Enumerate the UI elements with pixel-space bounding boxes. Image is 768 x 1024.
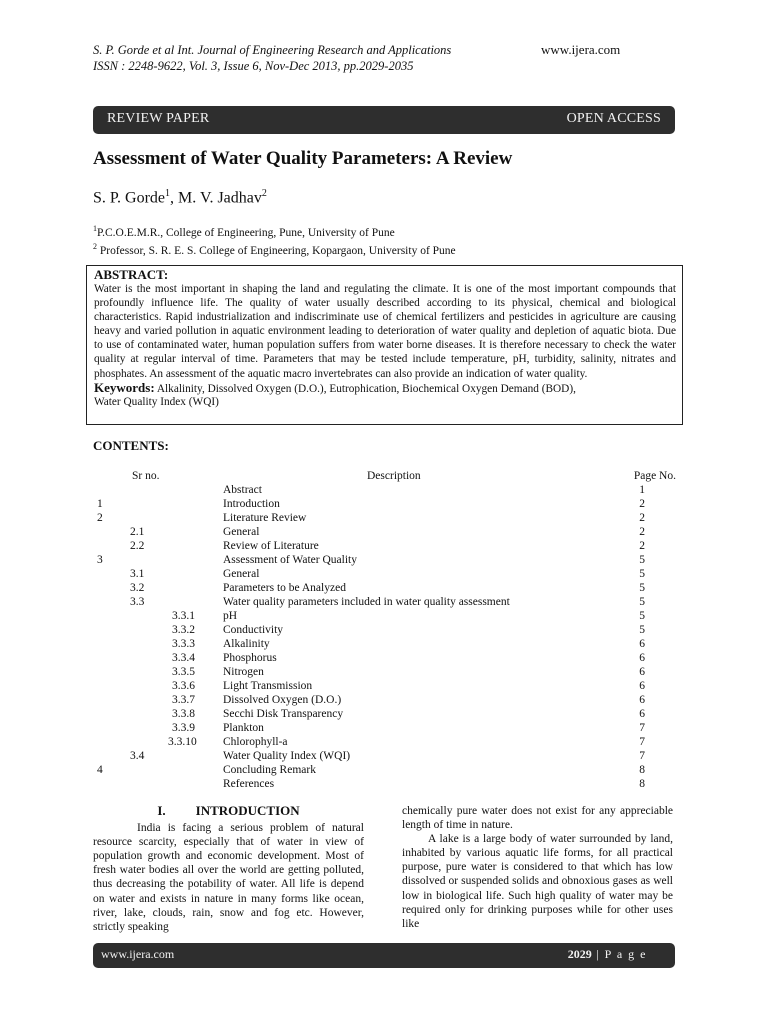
toc-page-number: 7 [639, 750, 645, 762]
toc-section-number: 3.3.10 [168, 736, 197, 748]
toc-row [93, 581, 676, 595]
toc-description: General [223, 568, 260, 580]
toc-page-number: 6 [639, 638, 645, 650]
toc-row [93, 651, 676, 665]
toc-description: Nitrogen [223, 666, 264, 678]
toc-section-number: 4 [97, 764, 103, 776]
toc-row [93, 497, 676, 511]
toc-description: Abstract [223, 484, 262, 496]
toc-row [93, 721, 676, 735]
author-name: M. V. Jadhav [178, 189, 262, 207]
toc-section-number: 3.3.5 [172, 666, 195, 678]
keywords: Keywords: Alkalinity, Dissolved Oxygen (D.O.), Eutrophication, Biochemical Oxygen Demand (BOD), Water Quality Index (WQI) [94, 379, 576, 409]
toc-section-number: 3 [97, 554, 103, 566]
section-heading: I. INTRODUCTION [157, 803, 300, 818]
affiliations [93, 222, 456, 259]
toc-row [93, 483, 676, 497]
toc-header-row [93, 469, 676, 483]
toc-row [93, 553, 676, 567]
toc-row [93, 539, 676, 553]
toc-description: pH [223, 610, 238, 622]
toc-page-number: 2 [639, 498, 645, 510]
toc-description: Water Quality Index (WQI) [223, 750, 351, 762]
toc-description: Light Transmission [223, 680, 313, 692]
toc-page-number: 5 [639, 554, 645, 566]
running-header [93, 42, 683, 74]
toc-page-number: 8 [639, 778, 645, 790]
affiliation-line: $^2$ Professor, S. R. E. S. College of Engineering, Kopargaon, University of Pune [93, 242, 456, 258]
toc-row [93, 665, 676, 679]
toc-section-number: 3.3.4 [172, 652, 195, 664]
toc-page-number: 7 [639, 722, 645, 734]
toc-section-number: 3.3.3 [172, 638, 195, 650]
toc-page-number: 6 [639, 694, 645, 706]
abstract-text: Water is the most important in shaping the land and regulating the climate. It is one of the most important compounds that profoundly influence life. The quality of water usually described according to its physical, chemical and biological characteristics. Rapid industrialization and indiscriminate use of chemical fertilizers and pesticides in agriculture are causing heavy and varied pollution in aquatic environment leading to deterioration of water quality and depletion of aquatic biota. Due to use of contaminated water, human population suffers from water borne diseases. It is therefore necessary to check the water quality at regular interval of time. Parameters that may be tested include temperature, pH, turbidity, salinity, nitrates and phosphates. An assessment of the aquatic macro invertebrates can also provide an indication of water quality. [94, 283, 676, 380]
table-of-contents [93, 469, 676, 791]
toc-section-number: 3.2 [130, 582, 145, 594]
body-column-right [402, 804, 673, 931]
toc-section-number: 2.1 [130, 526, 145, 538]
contents-heading: CONTENTS: [93, 438, 169, 453]
toc-description: References [223, 778, 275, 790]
author-affiliation-mark: 2 [261, 188, 267, 199]
journal-website-link[interactable]: www.ijera.com [541, 42, 621, 57]
toc-column-sr: Sr no. [132, 470, 160, 482]
toc-section-number: 3.3.7 [172, 694, 195, 706]
toc-description: Introduction [223, 498, 280, 510]
toc-page-number: 2 [639, 512, 645, 524]
toc-description: Alkalinity [223, 638, 270, 650]
toc-description: Literature Review [223, 512, 307, 524]
toc-row [93, 595, 676, 609]
toc-page-number: 5 [639, 568, 645, 580]
page-footer [93, 943, 675, 968]
body-paragraph: chemically pure water does not exist for any appreciable length of time in nature. [402, 805, 673, 832]
toc-row [93, 763, 676, 777]
author-name: S. P. Gorde [93, 189, 166, 207]
toc-description: Phosphorus [223, 652, 277, 664]
toc-page-number: 8 [639, 764, 645, 776]
toc-page-number: 5 [639, 582, 645, 594]
toc-section-number: 2.2 [130, 540, 145, 552]
toc-row [93, 511, 676, 525]
footer-website-link[interactable]: www.ijera.com [101, 947, 175, 961]
toc-row [93, 567, 676, 581]
toc-row [93, 777, 676, 791]
toc-page-number: 2 [639, 540, 645, 552]
keywords-label: Keywords: [94, 379, 155, 395]
toc-row [93, 693, 676, 707]
abstract-heading: ABSTRACT: [94, 267, 169, 282]
toc-description: Conductivity [223, 624, 284, 636]
toc-section-number: 3.3 [130, 596, 145, 608]
toc-row [93, 609, 676, 623]
abstract-box [86, 265, 683, 425]
toc-row [93, 735, 676, 749]
toc-page-number: 2 [639, 526, 645, 538]
toc-section-number: 3.3.9 [172, 722, 195, 734]
toc-page-number: 6 [639, 666, 645, 678]
toc-page-number: 6 [639, 708, 645, 720]
toc-section-number: 3.3.6 [172, 680, 195, 692]
toc-description: Review of Literature [223, 540, 319, 552]
toc-row [93, 679, 676, 693]
open-access-label: OPEN ACCESS [566, 111, 661, 126]
toc-page-number: 7 [639, 736, 645, 748]
toc-row [93, 707, 676, 721]
affiliation-line: $^1$P.C.O.E.M.R., College of Engineering, Pune, University of Pune [93, 224, 395, 239]
toc-page-number: 1 [639, 484, 645, 496]
toc-row [93, 623, 676, 637]
toc-section-number: 2 [97, 512, 103, 524]
toc-description: Parameters to be Analyzed [223, 582, 346, 594]
toc-row [93, 637, 676, 651]
toc-row [93, 749, 676, 763]
toc-section-number: 3.4 [130, 750, 145, 762]
toc-section-number: 3.1 [130, 568, 145, 580]
toc-section-number: 1 [97, 498, 103, 510]
toc-section-number: 3.3.8 [172, 708, 195, 720]
paper-type-banner [93, 106, 675, 134]
toc-description: Secchi Disk Transparency [223, 708, 344, 720]
toc-page-number: 6 [639, 652, 645, 664]
toc-page-number: 6 [639, 680, 645, 692]
review-paper-label: REVIEW PAPER [107, 111, 210, 126]
paper-title: Assessment of Water Quality Parameters: A Review [93, 148, 513, 169]
toc-page-number: 5 [639, 610, 645, 622]
issn-line: ISSN : 2248-9622, Vol. 3, Issue 6, Nov-Dec 2013, pp.2029-2035 [93, 59, 414, 73]
toc-description: Assessment of Water Quality [223, 554, 357, 566]
toc-description: Plankton [223, 722, 264, 734]
toc-description: Chlorophyll-a [223, 736, 288, 748]
toc-section-number: 3.3.1 [172, 610, 195, 622]
toc-page-number: 5 [639, 596, 645, 608]
toc-description: Dissolved Oxygen (D.O.) [223, 694, 342, 706]
body-column-left [93, 804, 364, 934]
toc-description: Concluding Remark [223, 764, 316, 776]
journal-citation: S. P. Gorde et al Int. Journal of Engineering Research and Applications [93, 43, 452, 57]
toc-column-page: Page No. [633, 470, 676, 482]
body-paragraph: India is facing a serious problem of natural resource scarcity, especially that of water in view of population growth and economic development. Most of fresh water bodies all over the world are getting polluted, thus decreasing the potability of water. All life is depend on water and exists in nature in many forms like ocean, river, lake, clouds, rain, snow and fog etc. However, strictly speaking [93, 822, 364, 933]
toc-page-number: 5 [639, 624, 645, 636]
author-affiliation-mark: 1 [165, 188, 171, 199]
toc-description: General [223, 526, 260, 538]
author-list: S. P. Gorde$^1$, M. V. Jadhav$^2$ [93, 188, 267, 207]
toc-description: Water quality parameters included in water quality assessment [223, 596, 510, 608]
body-paragraph: A lake is a large body of water surrounded by land, inhabited by various aquatic life forms, for all practical purpose, pure water is considered to that which has low dissolved or suspended solids and obnoxious gases as well low in biological life. Such high quality of water may be required only for drinking purposes while for other uses like [402, 833, 673, 930]
toc-row [93, 525, 676, 539]
toc-section-number: 3.3.2 [172, 624, 195, 636]
page-number: 2029 | P a g e [567, 947, 647, 961]
toc-column-description: Description [367, 470, 421, 482]
